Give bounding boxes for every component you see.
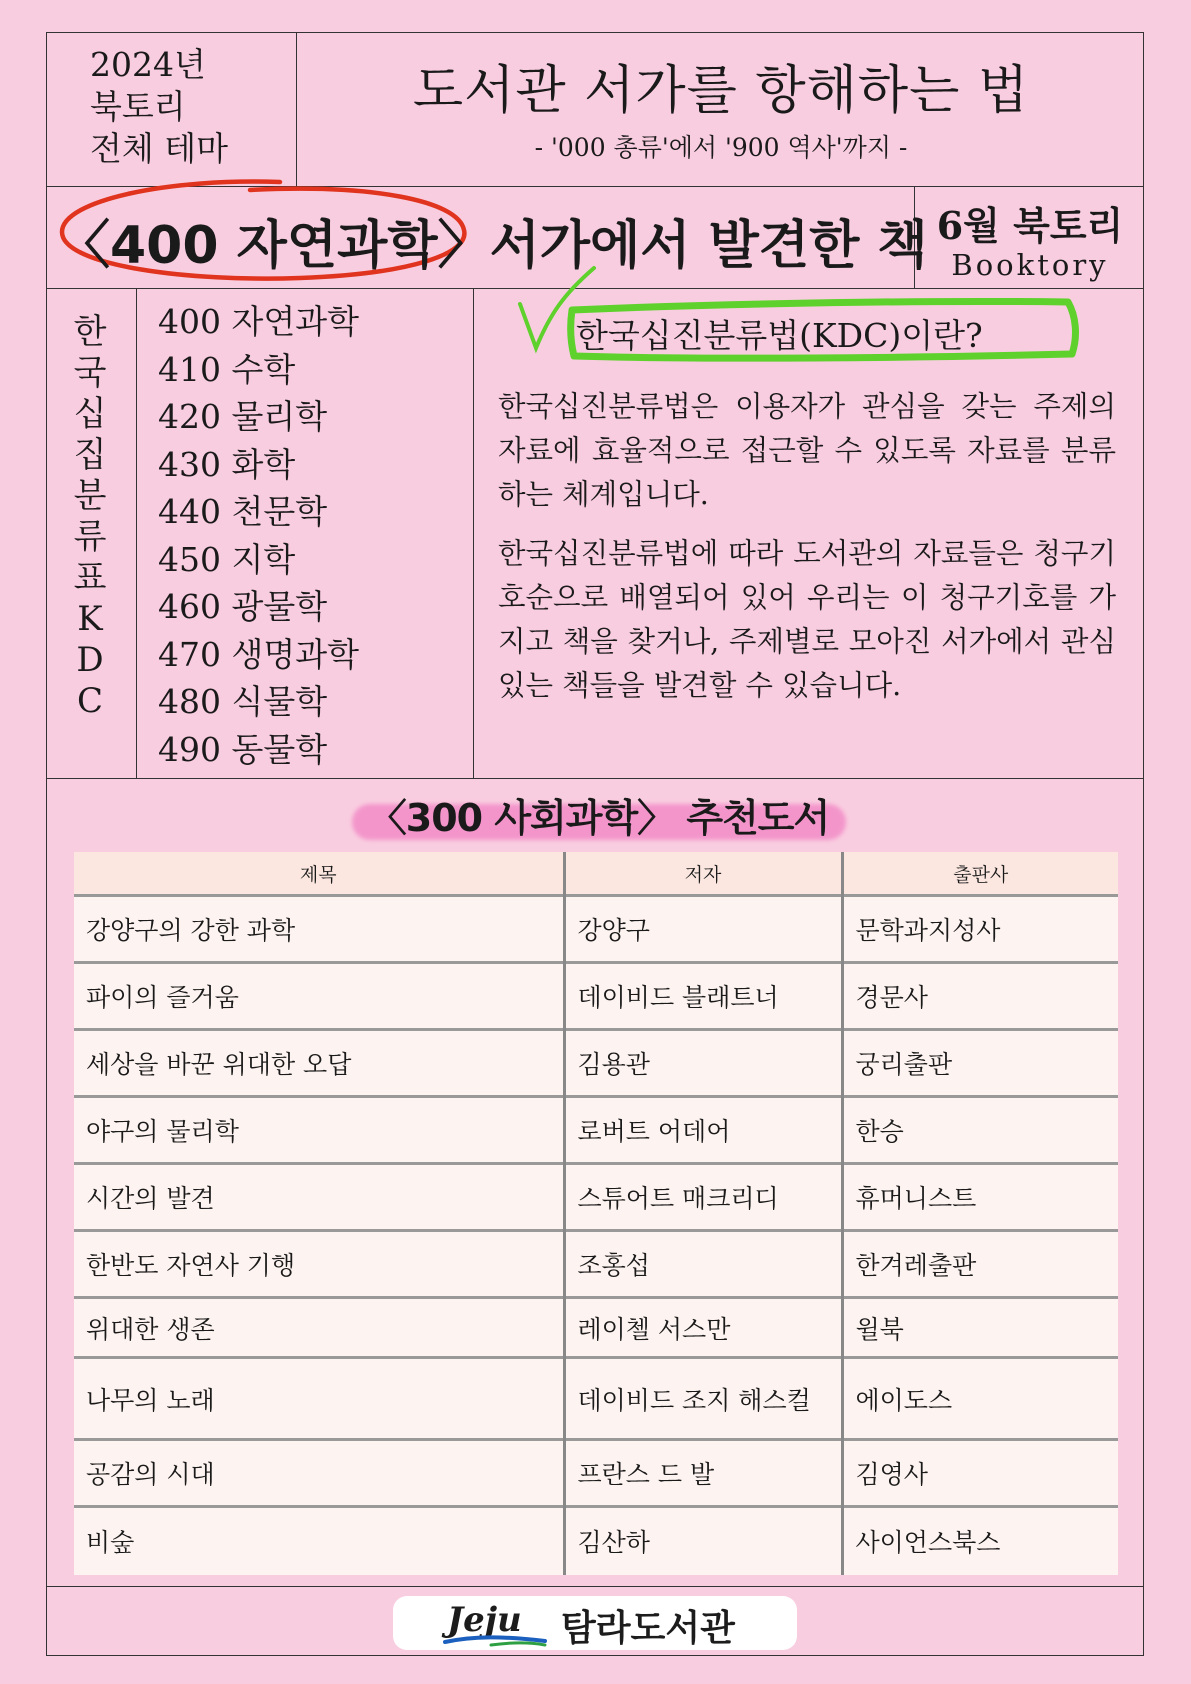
vertical-char: 십 bbox=[73, 394, 107, 434]
book-title: 파이의 즐거움 bbox=[74, 963, 564, 1030]
theme-label bbox=[90, 44, 290, 170]
vertical-char: D bbox=[76, 640, 104, 680]
divider bbox=[473, 288, 474, 778]
kdc-class-item: 480 식물학 bbox=[158, 682, 328, 721]
book-author: 프란스 드 발 bbox=[564, 1440, 842, 1507]
table-row bbox=[74, 1298, 1118, 1358]
kdc-vertical-label bbox=[60, 312, 120, 722]
book-author: 강양구 bbox=[564, 896, 842, 963]
month-label: 6월 북토리 bbox=[936, 203, 1124, 248]
vertical-char: C bbox=[76, 681, 103, 721]
book-author: 레이첼 서스만 bbox=[564, 1298, 842, 1358]
book-publisher: 에이도스 bbox=[842, 1358, 1118, 1440]
kdc-class-item: 410 수학 bbox=[158, 349, 296, 389]
table-row bbox=[74, 1358, 1118, 1440]
kdc-class-list bbox=[158, 298, 468, 773]
book-title: 한반도 자연사 기행 bbox=[74, 1231, 564, 1298]
book-publisher: 문학과지성사 bbox=[842, 896, 1118, 963]
wave-icon bbox=[443, 1634, 547, 1648]
column-header-title: 제목 bbox=[74, 852, 564, 896]
divider bbox=[296, 32, 297, 186]
book-author: 데이비드 조지 해스컬 bbox=[564, 1358, 842, 1440]
book-title: 강양구의 강한 과학 bbox=[74, 896, 564, 963]
table-row bbox=[74, 1507, 1118, 1575]
table-row bbox=[74, 1440, 1118, 1507]
book-author: 조홍섭 bbox=[564, 1231, 842, 1298]
book-title: 세상을 바꾼 위대한 오답 bbox=[74, 1030, 564, 1097]
book-author: 스튜어트 매크리디 bbox=[564, 1164, 842, 1231]
divider bbox=[46, 1586, 1144, 1587]
kdc-class-item: 450 지학 bbox=[158, 539, 296, 579]
kdc-paragraph: 한국십진분류법은 이용자가 관심을 갖는 주제의 자료에 효율적으로 접근할 수 있도록 자료를 분류하는 체계입니다. bbox=[498, 390, 1116, 511]
page-subtitle: - '000 총류'에서 '900 역사'까지 - bbox=[534, 133, 908, 162]
book-publisher: 궁리출판 bbox=[842, 1030, 1118, 1097]
book-author: 데이비드 블래트너 bbox=[564, 963, 842, 1030]
book-title: 공감의 시대 bbox=[74, 1440, 564, 1507]
vertical-char: 집 bbox=[73, 435, 107, 475]
vertical-char: 국 bbox=[73, 353, 107, 393]
kdc-class-item: 400 자연과학 bbox=[158, 302, 359, 341]
library-name: 탐라도서관 bbox=[561, 1608, 735, 1649]
vertical-char: 표 bbox=[73, 558, 107, 598]
book-publisher: 사이언스북스 bbox=[842, 1507, 1118, 1575]
vertical-char: K bbox=[77, 599, 103, 639]
book-title: 위대한 생존 bbox=[74, 1298, 564, 1358]
section-title: 〈400 자연과학〉서가에서 발견한 책 bbox=[58, 216, 928, 276]
book-publisher: 경문사 bbox=[842, 963, 1118, 1030]
theme-program: 북토리 bbox=[90, 87, 186, 126]
table-row bbox=[74, 1231, 1118, 1298]
library-logo-badge bbox=[393, 1596, 797, 1650]
recommend-heading bbox=[352, 790, 846, 846]
table-row bbox=[74, 963, 1118, 1030]
brand-label: Booktory bbox=[951, 248, 1109, 282]
vertical-char: 한 bbox=[73, 312, 107, 352]
book-title: 비숲 bbox=[74, 1507, 564, 1575]
divider bbox=[46, 778, 1144, 779]
book-publisher: 윌북 bbox=[842, 1298, 1118, 1358]
recommend-title: 〈300 사회과학〉 추천도서 bbox=[368, 796, 830, 840]
book-title: 나무의 노래 bbox=[74, 1358, 564, 1440]
recommend-table bbox=[74, 852, 1118, 1575]
book-author: 김용관 bbox=[564, 1030, 842, 1097]
kdc-question: 한국십진분류법(KDC)이란? bbox=[576, 316, 983, 355]
book-publisher: 한승 bbox=[842, 1097, 1118, 1164]
kdc-paragraph: 한국십진분류법에 따라 도서관의 자료들은 청구기호순으로 배열되어 있어 우리는 이 청구기호를 가지고 책을 찾거나, 주제별로 모아진 서가에서 관심있는 책들을 발견할 수 있습니다. bbox=[498, 537, 1116, 702]
book-title: 야구의 물리학 bbox=[74, 1097, 564, 1164]
column-header-author: 저자 bbox=[564, 852, 842, 896]
table-row bbox=[74, 1164, 1118, 1231]
kdc-class-item: 470 생명과학 bbox=[158, 634, 359, 674]
table-row bbox=[74, 1097, 1118, 1164]
book-publisher: 한겨레출판 bbox=[842, 1231, 1118, 1298]
vertical-char: 류 bbox=[73, 517, 107, 557]
vertical-char: 분 bbox=[73, 476, 107, 516]
jeju-logo: Jeju bbox=[447, 1600, 522, 1640]
kdc-class-item: 460 광물학 bbox=[158, 587, 328, 626]
book-publisher: 김영사 bbox=[842, 1440, 1118, 1507]
theme-year: 2024년 bbox=[90, 45, 206, 84]
column-header-publisher: 출판사 bbox=[842, 852, 1118, 896]
kdc-class-item: 430 화학 bbox=[158, 444, 296, 484]
table-header-row bbox=[74, 852, 1118, 896]
book-title: 시간의 발견 bbox=[74, 1164, 564, 1231]
theme-scope: 전체 테마 bbox=[90, 129, 229, 168]
divider bbox=[136, 288, 137, 778]
table-row bbox=[74, 1030, 1118, 1097]
page-title: 도서관 서가를 항해하는 법 bbox=[412, 61, 1030, 121]
kdc-class-item: 440 천문학 bbox=[158, 492, 328, 531]
book-author: 김산하 bbox=[564, 1507, 842, 1575]
book-author: 로버트 어데어 bbox=[564, 1097, 842, 1164]
kdc-class-item: 420 물리학 bbox=[158, 397, 328, 436]
book-publisher: 휴머니스트 bbox=[842, 1164, 1118, 1231]
kdc-class-item: 490 동물학 bbox=[158, 729, 328, 769]
table-row bbox=[74, 896, 1118, 963]
